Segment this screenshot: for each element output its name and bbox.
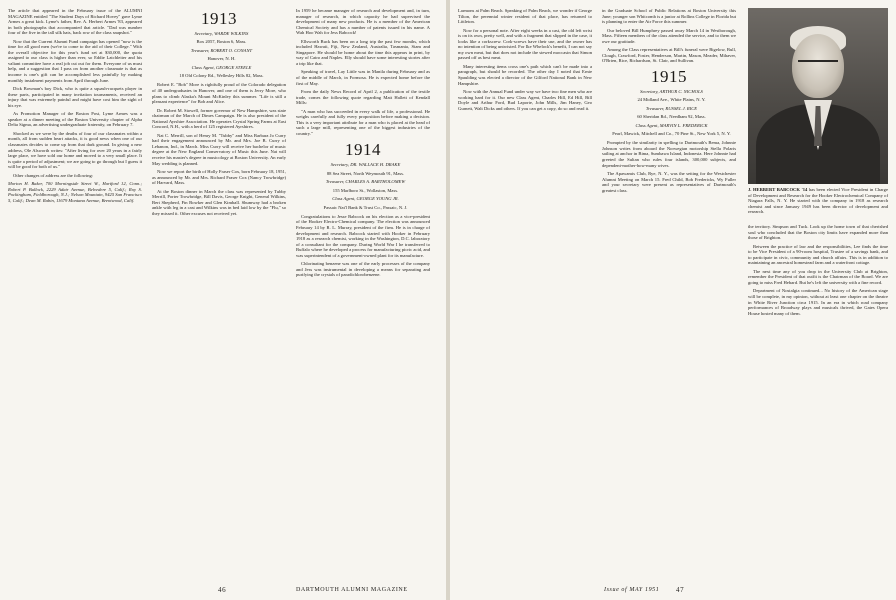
caption-text: has been elected Vice President in Charge of Development and Research for the Hooker Electrochemical Company of Niagara Falls, N. Y. He started with the company in 1918 as research chemist and since January 1949 has been director of development and research. (748, 187, 888, 214)
right-page (450, 0, 896, 600)
class-officers (602, 89, 736, 136)
paragraph: Robert E. "Bob" More is rightfully proud of the Colorado delegation of 40 undergraduates in Hanover, and one of them is Jerry More, who plans to climb Alaska's Mount McKinley this summer. "Life is still a pleasant experience" for Bob and Alice. (152, 82, 286, 105)
paragraph: Our beloved Bill Humphrey passed away March 14 in Westborough, Mass. Fifteen members of the class attended the service, and to them we owe our gratitude. (602, 27, 736, 44)
paragraph: Now with the Annual Fund under way we have two fine men who are working hard for it. Our new Class Agent, Charles Hill, Ed Hill, Bill Doyle and Arthur Ford, Bud Laporte, John Mills, Jim Haney, Geo Gurnett, Walt Dicks and others. If you can get a copy, do so and read it. (458, 89, 592, 111)
paragraph: the territory. Simpson and Tuck. Look up the home town of that cherished soul who concluded that the Boston city limits have expanded more than those of Brighton. (748, 224, 888, 241)
paragraph: Congratulations to Jesse Babcock on his election as a vice-president of the Hooker Electro-Chemical company. The election was announced February 14 by R. L. Murray, president of the firm. He is in charge of development and research. Babcock started with Hooker in February 1918 as a research chemist, working in the Washington, D.C. laboratory of a consultant for the company. During World War I he transferred to Buffalo where he developed a process for manufacturing picric acid, and was superintendent of a government-owned plant for its manufacture. (296, 213, 430, 258)
paragraph: Other changes of address are the following: (13, 172, 94, 178)
secretary-address: 88 Sea Street, North Weymouth 91, Mass. (326, 170, 405, 176)
treasurer-line: Treasurer, ROBERT O. CONANT (190, 47, 253, 53)
secretary-address: Box 2057, Boston 6, Mass. (196, 39, 247, 45)
class-officers (296, 162, 430, 209)
paragraph: The Apawamis Club, Rye, N. Y., was the setting for the Westchester Alumni Meeting on March 15. Fred Child, Bob Fredericks, Wy Fuller and your secretary were present as representatives of Dartmouth's greatest class. (602, 171, 736, 193)
left-col-2 (152, 8, 286, 219)
paragraph: Speaking of travel, Lay Little was in Manila during February and as of the middle of March, in Formosa. He is expected home before the first of May. (296, 69, 430, 86)
class-year-heading: 1913 (201, 9, 237, 28)
treasurer-line: Treasurer, CHARLES A. BARTHOLOMEW (325, 179, 406, 185)
paragraph: From the daily News Record of April 2, a publication of the textile trade, comes the following quote regarding Matt Hallett of Kendall Mills: (296, 89, 430, 106)
paragraph: Among the Class representatives at Bill's funeral were Bigelow, Bull, Clough, Crawford, Foster, Henderson, Martin, Mason, Meader, Mihaver, O'Brien, Rice, Richardson, St. Clair, and Sullivan. (602, 47, 736, 64)
address-list: Morton H. Baker, 700 Morningside Street W., Hartford 12, Conn.; Robert P. Bullock, 2229 Adair Avenue, Belvedere 5, Calif.; Roy S. Pockingham, Fieldborough, N.J.; Nelson Mountain, 9425 San Francisco 5, Calif.; Dean M. Rabin, 11679 Montana Avenue, Brentwood, Calif. (8, 181, 142, 203)
secretary-line: Secretary, WARDE WILKINS (194, 31, 249, 36)
paragraph: Now for a personal note. After eight weeks in a cast, the old left wrist is on its own, pretty well, and with a fragment that slipped in the case, it looks like a corkscrew. Cork-screws have their use, and the owner has no intention of being untwisted. For Ike Whelock's benefit, I can not say my own meat, but that does not include the stewed moccasin that Simon passed off as best meat. (458, 27, 592, 61)
paragraph: As Promotion Manager of the Boston Post, Lyme Armes was a speaker at a dinner meeting of the Boston University chapter of Alpha Delta Sigma, an advertising undergraduate fraternity, on February 7. (8, 111, 142, 128)
paragraph: "A man who has succeeded in every walk of life, a professional. He weighs carefully and fully every proposition before making a decision. This is a very important attribute for a man who is placed at the head of such a large mill, representing one of the biggest industries of the country." (296, 108, 430, 136)
paragraph: Chlorinating benzene was one of the early processes of the company and Jess was instrumental in developing a means for separating and purifying the crystals of paradichlorobenzene. (296, 261, 430, 278)
agent-address: Pearl, Mawick, Mitchell and Co., 70 Pine St., New York 5, N. Y. (612, 130, 731, 136)
agent-line: Class Agent, GEORGE YOUNG JR. (332, 196, 399, 202)
agent-address: Passaic Nat'l Bank & Trust Co., Passaic, N. J. (323, 204, 408, 210)
paragraph: Now that the Current Alumni Fund campaign has opened "now is the time for all good men (we're to come to the aid of their College." With the overall objective for this year's fund set at $30,000, the quota assigned to our class is higher than ever, so Eddie Latchleiter and his valiant committee have a real job cut out for them. Everyone of us must help, and a suggestion that I pass on from another classmate is that as income is one's gift can be accomplished less painfully by making monthly instalment payments from April through June. (8, 38, 142, 83)
paragraph: Many interesting items cross one's path which can't be made into a paragraph, but should be recorded. The other day I noted that Ernie Spaulding was elected a director of the Gilford National Bank in New Hampshire. (458, 63, 592, 86)
paragraph: Ellsworth Buck has been on a long trip the past few months, which included Hawaii, Fiji, New Zealand, Australia, Tasmania, Siam and Singapore. He should be home about the time this appears in print, by way of Cairo and Naples. Elly should have some interesting stories after a trip like that. (296, 38, 430, 66)
paragraph: Shocked as we were by the deaths of four of our classmates within a month, all from sudden heart attacks, it is good news when one of our classmates decides to come up from that dark ground. In giving a new address, Ole Alsworth writes: "After living for over 20 years in a fairly large place, we have sold our home and moved to a very small place. It is quite a period of adjustment; we are going to go through but I guess it will be good for both of us." (8, 130, 142, 170)
left-col-3 (296, 8, 430, 281)
photo-caption (748, 187, 888, 215)
agent-line: Class Agent, GEORGE STEELE (191, 64, 252, 70)
paragraph: Department of Nostalgia continued... No history of the American stage will be complete, in my opinion, without at least one chapter on the theatre in White River Junction circa 1915. In an era in which road company performances of Broadway plays and musicals thrived, the Gates Opera House hosted many of them. (748, 288, 888, 316)
portrait-photo (748, 8, 888, 184)
issue-date: Issue of MAY 1951 (604, 587, 660, 593)
paragraph: Prompted by the similarity in spelling to Dartmouth's Bema, Johnnie Johnson writes from aboard the Norwegian motorship Stella Polaris sailing at anchor in Bima, Sumbawa Island, Indonesia. Here Johnnie had greeted the Sultan who rules four islands, 300,000 subjects, and dependent-mother-how-many wives. (602, 140, 736, 168)
right-col-1 (458, 8, 592, 114)
paragraph: Dick Bowman's boy Dick, who is quite a squash-racquets player in these parts, participated in many invitation tournaments, received an injury that was extremely painful and might have cost him the sight of his eye. (8, 86, 142, 108)
paragraph: The article that appeared in the February issue of the ALUMNI MAGAZINE entitled "The Student Days of Richard Hovey" gave Lyme Armes a great kick. Lyme's father, Rev. A. Herbert Armes '83, appeared in both photographs that accompanied that article. "Dad was number four of the five in the tall silk hats, back row of the class snapshot." (8, 8, 142, 36)
agent-address: 18 Old Colony Rd., Wellesley Hills 82, Mass. (179, 73, 264, 79)
class-year-heading: 1915 (651, 66, 687, 86)
paragraph: Now we report the birth of Holly Fraser Cox, born February 18, 1951, as announced by Mr. and Mrs. Richard Fraser Cox (Nancy Trowbridge) of Harvard, Mass. (152, 169, 286, 186)
treasurer-address: 155 Marlboro St., Wollaston, Mass. (332, 187, 399, 193)
paragraph: in the Graduate School of Public Relations at Boston University this June; younger son Whitcomb is a junior at Rollins College in Florida but is planning to enter the Air Force this summer. (602, 8, 736, 25)
agent-line: Class Agent, MARVIN L. FREDERICK (635, 122, 708, 128)
paragraph: The next time any of you drop in the University Club at Brighton, remember the President of that outfit is the Chairman of the Board. We are going to miss Fred Hebard. But he's left the university with a fine record. (748, 268, 888, 285)
secretary-line: Secretary, ARTHUR C. NICHOLS (640, 88, 703, 94)
secretary-line: Secretary, DR. WALLACE H. DRAKE (330, 162, 401, 168)
left-col-1 (8, 8, 142, 207)
paragraph: Between the practice of law and the responsibilities, Lee finds the time to be Vice President of a 90-room hospital, Trustee of a savings bank, and to participate in civic, community and church affairs. This is in addition to maintaining an ancestral homestead farm and a waterfront cottage. (748, 243, 888, 266)
paragraph: In 1959 he became manager of research and development and, in turn, manager of research, in which capacity he had supervised the development of many new products. He is a member of the American Chemical Society and has a number of patents issued in his name. A Wah Hoo Wah for Jess Babcock! (296, 8, 430, 36)
magazine-title: DARTMOUTH ALUMNI MAGAZINE (296, 587, 408, 593)
page-number: 46 (218, 586, 227, 594)
class-officers (152, 31, 286, 78)
left-page (0, 0, 446, 600)
treasurer-line: Treasurer, RUSSEL J. RICE (645, 105, 698, 111)
paragraph: Larmons at Palm Beach. Speaking of Palm Beach, we wonder if George Tilton, the perennial winter resident of that place, has returned to Littleton. (458, 8, 592, 25)
paragraph: At the Boston dinner in March the class was represented by Tubby Merrill, Porter Trowbridge, Bill Davis, George Knight, General Wilkins, Bert Shepherd, Fin Bowker and Glen Kimball. Shumway had a broken ankle with leg in a cast and Wilkins was in bed laid low by the "Flu," so they missed it. Other excuses not received yet. (152, 188, 286, 216)
secretary-address: 24 Midland Ave., White Plains, N. Y. (637, 97, 706, 103)
right-col-3 (748, 224, 888, 319)
caption-name: J. HERBERT BABCOCK '14 (748, 187, 808, 192)
class-year-heading: 1914 (345, 140, 381, 160)
right-col-2 (602, 8, 736, 196)
treasurer-address: 60 Sheridan Rd., Needham 92, Mass. (637, 114, 706, 120)
treasurer-address: Hanover, N. H. (207, 56, 236, 62)
page-number: 47 (676, 586, 685, 594)
paragraph: Dr. Robert M. Stowell, former governor of New Hampshire, was state chairman of the March of Dimes Campaign. He is also president of the National Ayrshire Association. He operates Crystal Spring Farms at East Concord, N.H., with a herd of 125 registered Ayrshires. (152, 107, 286, 130)
paragraph: Nat C. Merrill, son of Henry M. "Tubby" and Miss Barbara Jo Curry had their engagement announced by Mr. and Mrs. Joe B. Curry of Lebanon, Ind., in March. Miss Curry will receive her bachelor of music degree at the New England Conservatory of Music this June. Nat will receive his master's degree in musicology at Boston University. An early May wedding is planned. (152, 132, 286, 166)
